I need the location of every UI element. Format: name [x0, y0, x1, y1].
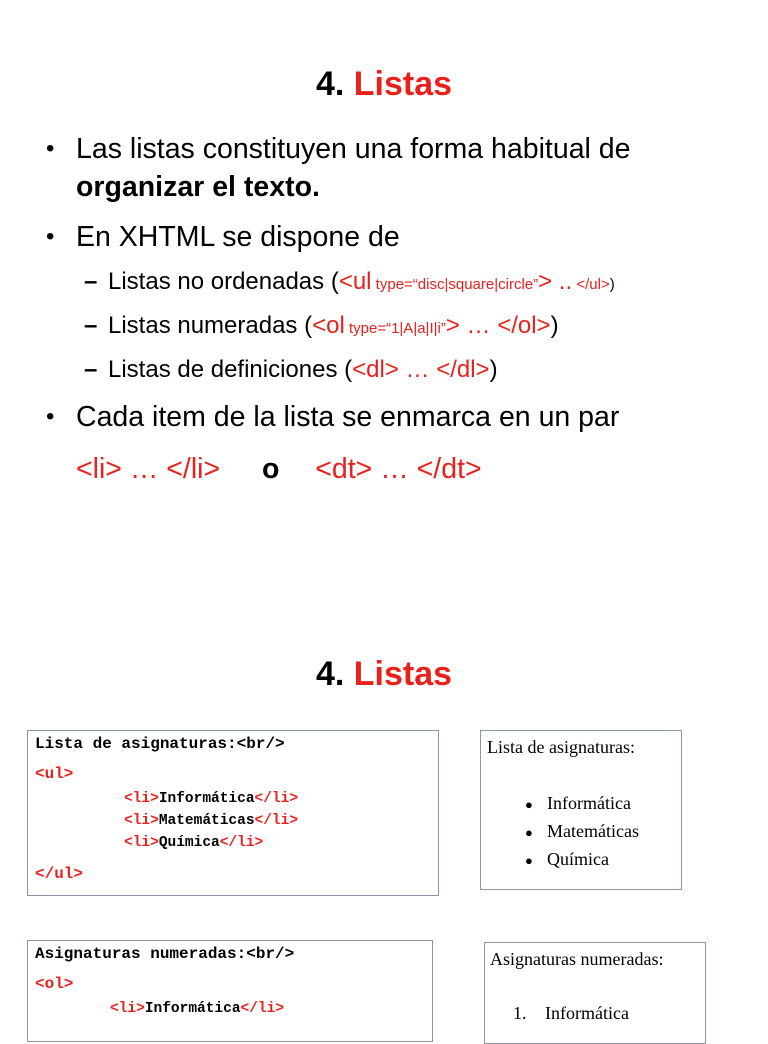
ul-rendered-output: [480, 730, 682, 890]
sub-item-ol: – Listas numeradas (<ol type=“1|A|a|I|i”> … </ol>): [84, 310, 744, 345]
bullet-dot-icon: ●: [525, 797, 533, 812]
slide-2: [0, 620, 768, 1024]
bullet-dot-icon: ●: [525, 825, 533, 840]
code-heading: Asignaturas numeradas:<br/>: [35, 945, 295, 963]
sub-item-dl: – Listas de definiciones (<dl> … </dl>): [84, 354, 744, 386]
bullet-lists-intro: [44, 130, 744, 206]
title-word: Listas: [353, 65, 453, 103]
rendered-heading: Lista de asignaturas:: [487, 737, 635, 757]
dash-icon: –: [84, 312, 98, 339]
code-ul-close: </ul>: [35, 865, 84, 883]
title-word: Listas: [353, 655, 453, 693]
rendered-list-item: 1. Informática: [513, 1003, 629, 1023]
bullet-text: En XHTML se dispone de: [76, 221, 400, 253]
title-number: 4.: [315, 65, 345, 103]
dash-icon: –: [84, 356, 98, 383]
bullet-bold-text: organizar el texto.: [76, 171, 320, 203]
code-list-item: <li>Informática</li>: [124, 791, 299, 807]
rendered-list-item: ● Química: [525, 849, 609, 869]
or-word: o: [262, 453, 280, 485]
bullet-dot-icon: ●: [525, 853, 533, 868]
code-list-item: <li>Química</li>: [124, 835, 264, 851]
bullet-dot-icon: •: [46, 135, 55, 162]
code-ol-open: <ol>: [35, 975, 74, 993]
bullet-dot-icon: •: [46, 223, 55, 250]
title-number: 4.: [315, 655, 345, 693]
code-heading: Lista de asignaturas:<br/>: [35, 735, 285, 753]
dt-pair: <dt> … </dt>: [315, 453, 482, 485]
sub-item-ul: – Listas no ordenadas (<ul type=“disc|square|circle”> .. </ul>): [84, 266, 744, 301]
ul-code-example: [27, 730, 439, 896]
ol-code-example: [27, 940, 433, 1042]
slide-title: [0, 64, 768, 104]
li-pair: <li> … </li>: [76, 453, 221, 485]
bullet-dot-icon: •: [46, 403, 55, 430]
code-list-item: <li>Informática</li>: [110, 1001, 285, 1017]
dash-icon: –: [84, 268, 98, 295]
bullet-text: Cada item de la lista se enmarca en un par: [76, 401, 620, 433]
code-list-item: <li>Matemáticas</li>: [124, 813, 299, 829]
rendered-heading: Asignaturas numeradas:: [490, 949, 664, 969]
ol-rendered-output: [484, 942, 706, 1044]
code-ul-open: <ul>: [35, 765, 74, 783]
rendered-list-item: ● Informática: [525, 793, 631, 813]
rendered-list-item: ● Matemáticas: [525, 821, 639, 841]
bullet-text: Las listas constituyen una forma habitual de: [76, 133, 631, 165]
slide-title: [0, 654, 768, 694]
